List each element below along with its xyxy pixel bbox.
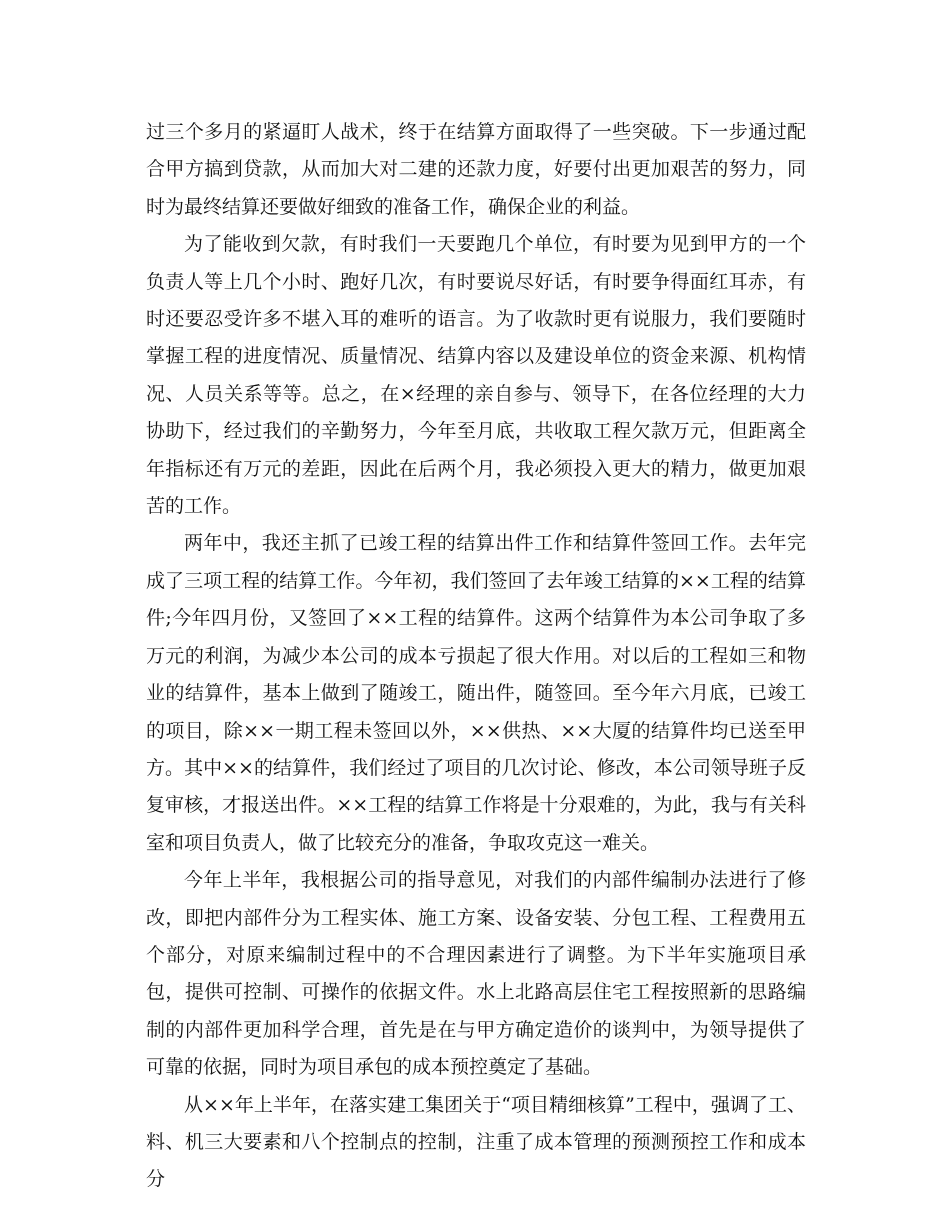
paragraph-5: 从××年上半年，在落实建工集团关于“项目精细核算”工程中，强调了工、料、机三大要素和八个控制点的控制，注重了成本管理的预测预控工作和成本分 [146,1093,806,1191]
paragraph-3: 两年中，我还主抓了已竣工程的结算出件工作和结算件签回工作。去年完成了三项工程的结算工作。今年初，我们签回了去年竣工结算的××工程的结算件;今年四月份，又签回了××工程的结算件。这两个结算件为本公司争取了多万元的利润，为减少本公司的成本亏损起了很大作用。对以后的工程如三和物业的结算件，基本上做到了随竣工，随出件，随签回。至今年六月底，已竣工的项目，除××一期工程未签回以外，××供热、××大厦的结算件均已送至甲方。其中××的结算件，我们经过了项目的几次讨论、修改，本公司领导班子反复审核，才报送出件。××工程的结算工作将是十分艰难的，为此，我与有关科室和项目负责人，做了比较充分的准备，争取攻克这一难关。 [146,532,806,854]
paragraph-1: 过三个多月的紧逼盯人战术，终于在结算方面取得了一些突破。下一步通过配合甲方搞到贷款，从而加大对二建的还款力度，好要付出更加艰苦的努力，同时为最终结算还要做好细致的准备工作，确保企业的利益。 [146,121,806,218]
paragraph-4: 今年上半年，我根据公司的指导意见，对我们的内部件编制办法进行了修改，即把内部件分为工程实体、施工方案、设备安装、分包工程、工程费用五个部分，对原来编制过程中的不合理因素进行了调整。为下半年实施项目承包，提供可控制、可操作的依据文件。水上北路高层住宅工程按照新的思路编制的内部件更加科学合理，首先是在与甲方确定造价的谈判中，为领导提供了可靠的依据，同时为项目承包的成本预控奠定了基础。 [146,869,806,1079]
document-body [146,114,806,1199]
paragraph-2: 为了能收到欠款，有时我们一天要跑几个单位，有时要为见到甲方的一个负责人等上几个小时、跑好几次，有时要说尽好话，有时要争得面红耳赤，有时还要忍受许多不堪入耳的难听的语言。为了收款时更有说服力，我们要随时掌握工程的进度情况、质量情况、结算内容以及建设单位的资金来源、机构情况、人员关系等等。总之，在×经理的亲自参与、领导下，在各位经理的大力协助下，经过我们的辛勤努力，今年至月底，共收取工程欠款万元，但距离全年指标还有万元的差距，因此在后两个月，我必须投入更大的精力，做更加艰苦的工作。 [146,233,806,518]
